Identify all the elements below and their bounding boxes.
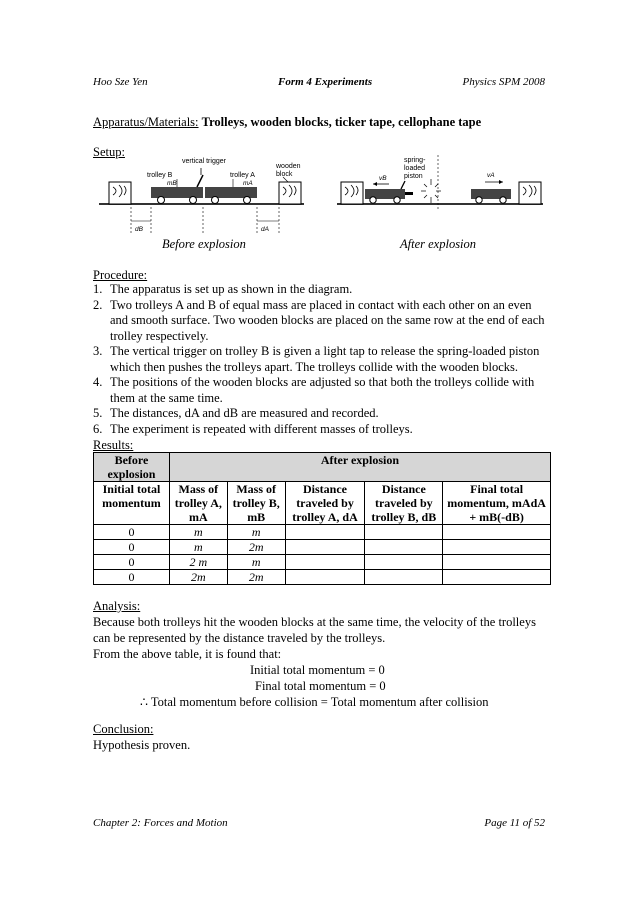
wooden-block-right [519,182,541,204]
col-header: Distance traveled by trolley B, dB [365,482,443,525]
apparatus-line [93,114,481,130]
wheel [212,197,219,204]
wooden-block-left [109,182,131,204]
col-header: Mass of trolley A, mA [169,482,227,525]
label-trolley-b: trolley B [147,172,173,179]
footer-page: Page 11 of 52 [484,817,545,829]
group-after: After explosion [169,453,550,482]
caption-before: Before explosion [162,237,246,251]
label-block: block [276,171,293,178]
analysis-line1: Because both trolleys hit the wooden blocks at the same time, the velocity of the trolleys [93,615,536,629]
analysis-eq1: Initial total momentum = 0 [250,663,385,677]
analysis-eq3-line [140,694,489,710]
label-loaded: loaded [404,165,426,172]
label-va: vA [487,172,495,179]
table-row: 0 m 2m [94,540,551,555]
label-mb: mB [167,180,177,187]
analysis-line3: From the above table, it is found that: [93,647,282,661]
apparatus-label: Apparatus/Materials: [93,115,199,129]
label-vertical-trigger: vertical trigger [182,158,226,165]
analysis-eq3: Total momentum before collision = Total momentum after collision [150,695,489,709]
procedure-step: 1. The apparatus is set up as shown in the diagram. [93,282,353,296]
conclusion-label: Conclusion: [93,722,154,736]
results-table [93,452,551,585]
results-label: Results: [93,438,134,452]
col-header: Final total momentum, mAdA + mB(-dB) [443,482,551,525]
col-header: Initial total momentum [94,482,170,525]
label-piston: piston [404,173,423,180]
group-before: Before explosion [94,453,170,482]
header-title: Form 4 Experiments [278,76,373,88]
label-db: dB [135,226,143,233]
label-da: dA [261,226,269,233]
caption-after: After explosion [400,237,477,251]
trolley-b [151,187,203,198]
setup-label: Setup: [93,145,125,159]
after-diagram [337,155,543,209]
wheel [476,197,482,203]
procedure-step: 6. The experiment is repeated with different masses of trolleys. [93,421,413,436]
wheel [394,197,400,203]
label-trolley-a: trolley A [230,172,255,179]
before-diagram [99,158,304,235]
label-vb: vB [379,175,387,182]
vertical-trigger [197,175,203,187]
procedure-step: 2. Two trolleys A and B of equal mass are placed in contact with each other on an even and smooth surface. Two wooden blocks are placed on the same row at the end of each trolley respectively. [93,297,545,343]
col-header: Mass of trolley B, mB [227,482,285,525]
procedure-step: 3. The vertical trigger on trolley B is given a light tap to release the spring-loaded piston which then pushes the trolleys apart. The trolleys collide with the wooden blocks. [93,344,540,374]
analysis-eq2: Final total momentum = 0 [255,679,386,693]
procedure-list [93,282,548,437]
wheel [158,197,165,204]
footer-chapter: Chapter 2: Forces and Motion [93,817,228,829]
setup-diagram [93,155,546,237]
track-after [337,203,543,205]
label-spring: spring- [404,157,426,164]
label-wooden: wooden [276,163,301,170]
procedure-step: 5. The distances, dA and dB are measured and recorded. [93,406,379,420]
column-header-row [94,482,551,525]
wooden-block-right [279,182,301,204]
wheel [370,197,376,203]
conclusion-text: Hypothesis proven. [93,738,191,752]
label-ma: mA [243,180,253,187]
col-header: Distance traveled by trolley A, dA [285,482,365,525]
group-header-row [94,453,551,482]
header-author: Hoo Sze Yen [93,76,148,88]
header-subject: Physics SPM 2008 [462,76,545,88]
procedure-step: 4. The positions of the wooden blocks are adjusted so that both the trolleys collide with them at the same time. [93,375,535,405]
table-row: 0 2m 2m [94,570,551,585]
table-row: 0 m m [94,525,551,540]
apparatus-value: Trolleys, wooden blocks, ticker tape, cellophane tape [201,115,482,129]
wheel [190,197,197,204]
analysis-label: Analysis: [93,599,141,613]
table-row: 0 2 m m [94,555,551,570]
trolley-a [205,187,257,198]
procedure-label: Procedure: [93,268,148,282]
wooden-block-left [341,182,363,204]
wheel [244,197,251,204]
wheel [500,197,506,203]
therefore-symbol: ∴ [140,695,148,709]
analysis-line2: can be represented by the distance traveled by the trolleys. [93,631,386,645]
